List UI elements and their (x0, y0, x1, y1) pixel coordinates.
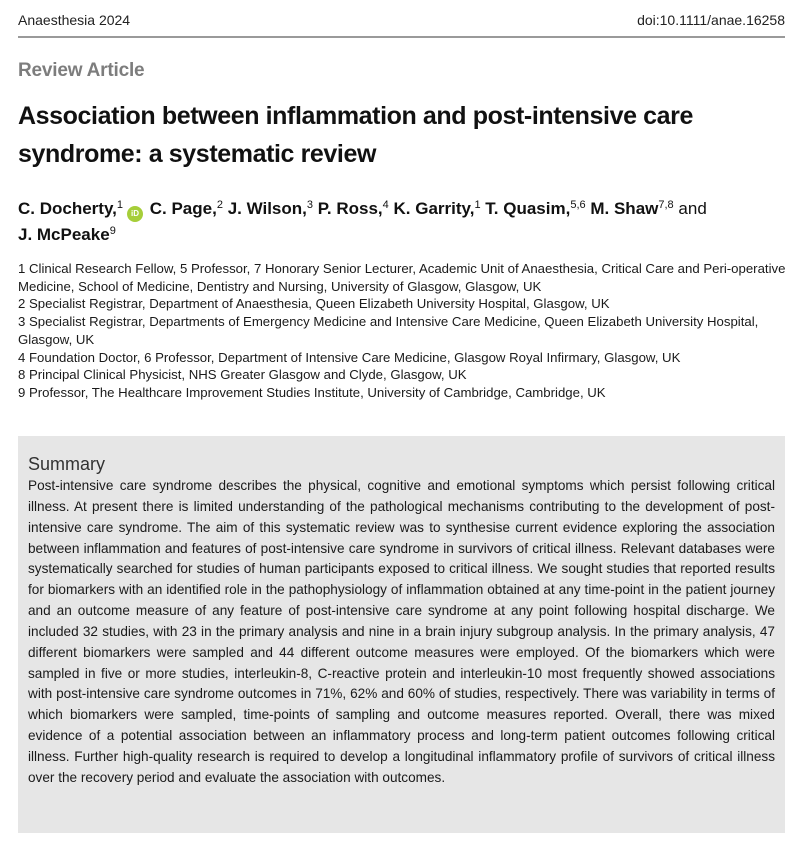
summary-box (18, 436, 785, 833)
author-name[interactable]: P. Ross, (317, 199, 383, 218)
orcid-icon[interactable]: iD (127, 206, 143, 222)
author-affiliation-sup: 4 (382, 199, 389, 211)
author-name[interactable]: T. Quasim, (485, 199, 571, 218)
author-name[interactable]: C. Page, (149, 199, 217, 218)
author-name[interactable]: J. McPeake (18, 225, 110, 244)
article-title: Association between inflammation and post-intensive care syndrome: a systematic review (18, 102, 693, 168)
affiliation-item: 2 Specialist Registrar, Department of Anaesthesia, Queen Elizabeth University Hospital, Glasgow, UK (18, 296, 610, 312)
author-name[interactable]: C. Docherty, (18, 199, 117, 218)
affiliation-item: 3 Specialist Registrar, Departments of Emergency Medicine and Intensive Care Medicine, Queen Elizabeth University Hospital, Glasgow, UK (18, 314, 759, 347)
author-affiliation-sup: 9 (109, 225, 116, 237)
author-name[interactable]: J. Wilson, (227, 199, 307, 218)
author-affiliation-sup: 1 (116, 199, 123, 211)
article-type: Review Article (18, 60, 145, 81)
author-name[interactable]: M. Shaw (590, 199, 659, 218)
author-affiliation-sup: 5,6 (570, 199, 586, 211)
affiliation-item: 9 Professor, The Healthcare Improvement Studies Institute, University of Cambridge, Cambridge, UK (18, 384, 606, 400)
author-list (18, 196, 788, 247)
affiliation-list (18, 260, 793, 402)
author-conjunction: and (678, 199, 707, 218)
summary-heading: Summary (28, 454, 106, 474)
affiliation-item: 8 Principal Clinical Physicist, NHS Greater Glasgow and Clyde, Glasgow, UK (18, 367, 467, 383)
author-name[interactable]: K. Garrity, (393, 199, 475, 218)
affiliation-item: 1 Clinical Research Fellow, 5 Professor, 7 Honorary Senior Lecturer, Academic Unit of Anaesthesia, Critical Care and Peri-operative Medicine, School of Medicine, Dentistry and Nursing, University of Glasgow, Glasgow, UK (18, 261, 786, 294)
author-affiliation-sup: 2 (216, 199, 223, 211)
running-head (18, 12, 785, 38)
journal-name: Anaesthesia 2024 (18, 12, 131, 28)
summary-text: Post-intensive care syndrome describes the physical, cognitive and emotional symptoms which persist following critical illness. At present there is limited understanding of the pathological mechanisms contributing to the development of post-intensive care syndrome. The aim of this systematic review was to synthesise current evidence exploring the association between inflammation and features of post-intensive care syndrome in survivors of critical illness. Relevant databases were systematically searched for studies of human participants exposed to critical illness. We sought studies that reported results for biomarkers with an identified role in the pathophysiology of inflammation obtained at any time-point in the patient journey and an outcome measure of any feature of post-intensive care syndrome at any point following hospital discharge. We included 32 studies, with 23 in the primary analysis and nine in a brain injury subgroup analysis. In the primary analysis, 47 different biomarkers were sampled and 44 different outcome measures were employed. Of the biomarkers which were sampled in five or more studies, interleukin-8, C-reactive protein and interleukin-10 most frequently showed associations with post-intensive care syndrome outcomes in 71%, 62% and 60% of studies, respectively. There was variability in terms of which biomarkers were sampled, time-points of sampling and outcome measures reported. Overall, there was mixed evidence of a potential association between an inflammatory process and long-term patient outcomes following critical illness. Further high-quality research is required to develop a longitudinal inflammatory profile of survivors of critical illness over the recovery period and evaluate the association with outcomes. (28, 478, 775, 785)
affiliation-item: 4 Foundation Doctor, 6 Professor, Department of Intensive Care Medicine, Glasgow Royal Infirmary, Glasgow, UK (18, 349, 681, 365)
author-affiliation-sup: 7,8 (658, 199, 674, 211)
author-affiliation-sup: 1 (474, 199, 481, 211)
doi[interactable]: doi:10.1111/anae.16258 (637, 12, 785, 28)
author-affiliation-sup: 3 (306, 199, 314, 211)
